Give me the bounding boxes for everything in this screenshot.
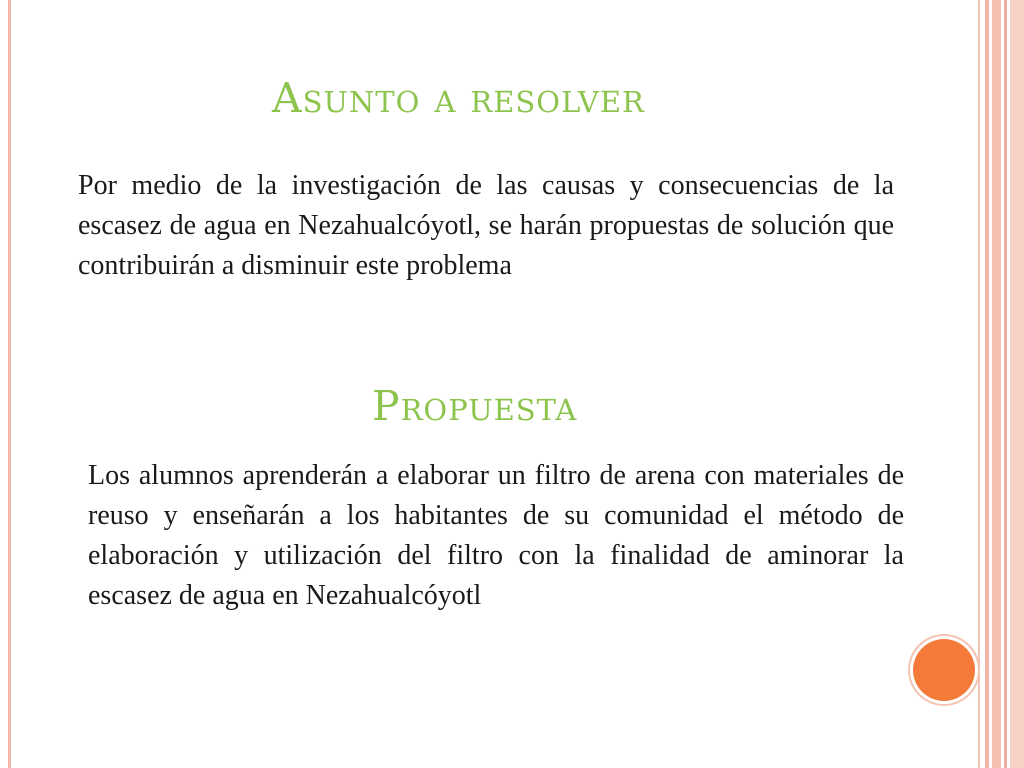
- orange-circle-decoration: [913, 639, 975, 701]
- right-border-stripe: [1010, 0, 1024, 768]
- paragraph-propuesta: Los alumnos aprenderán a elaborar un filtro de arena con materiales de reuso y enseñarán a los habitantes de su comunidad el método de elaboración y utilización del filtro con la finalidad de aminorar la escasez de agua en Nezahualcóyotl: [88, 460, 904, 611]
- paragraph-asunto: Por medio de la investigación de las causas y consecuencias de la escasez de agua en Nezahualcóyotl, se harán propuestas de solución que contribuirán a disminuir este problema: [78, 170, 894, 281]
- right-border-stripe: [1004, 0, 1007, 768]
- right-border-stripe: [978, 0, 980, 768]
- left-border-line: [8, 0, 11, 768]
- heading-asunto: Asunto a resolver: [272, 74, 645, 122]
- right-border-stripe: [992, 0, 1001, 768]
- right-border-stripe: [985, 0, 989, 768]
- heading-propuesta: Propuesta: [372, 382, 578, 430]
